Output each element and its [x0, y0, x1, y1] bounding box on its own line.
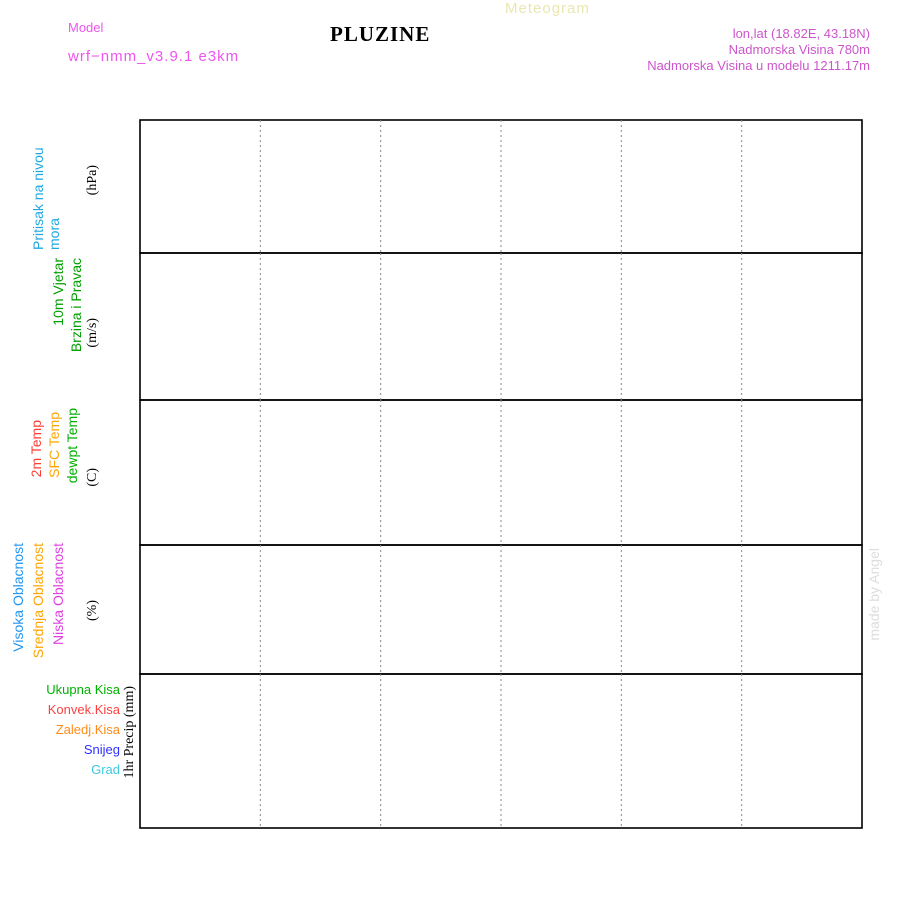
station-meta: [460, 26, 870, 74]
temp-label-2m: [28, 420, 44, 482]
wind-label-text-2: Brzina i Pravac: [68, 258, 84, 353]
precip-label-freez: Zaledj.Kisa: [55, 722, 120, 737]
wind-label-text-1: 10m Vjetar: [50, 258, 66, 326]
model-value: wrf−nmm_v3.9.1 e3km: [68, 48, 240, 65]
panel-frame-temperature: [140, 400, 862, 545]
model-label: Model: [68, 20, 104, 35]
temp-label-sfc-text: SFC Temp: [46, 412, 62, 478]
cloud-unit-label: [85, 600, 101, 626]
temp-unit-label: [85, 468, 101, 492]
cloud-label-mid-text: Srednja Oblacnost: [30, 543, 46, 659]
precip-legend: [0, 680, 120, 780]
panel-frame-wind: [140, 253, 862, 400]
cloud-label-mid: [30, 543, 46, 663]
panel-frame-pressure: [140, 120, 862, 253]
precip-label-hail: Grad: [91, 762, 120, 777]
precip-label-conv: Konvek.Kisa: [47, 702, 120, 717]
wind-axis-label-2: [68, 258, 84, 357]
cloud-label-high-text: Visoka Oblacnost: [10, 543, 26, 652]
pressure-unit-text: (hPa): [85, 165, 100, 196]
page-title: PLUZINE: [330, 22, 431, 46]
wind-unit-label: [85, 318, 101, 353]
temp-label-dewpt-text: dewpt Temp: [64, 408, 80, 484]
meteogram-label: Meteogram: [505, 0, 590, 17]
wind-axis-label-1: [50, 258, 66, 331]
cloud-label-high: [10, 543, 26, 657]
pressure-label-text: Pritisak na nivou mora: [30, 147, 62, 250]
cloud-unit-text: (%): [85, 600, 100, 621]
pressure-axis-label: [30, 120, 62, 250]
model-elevation: Nadmorska Visina u modelu 1211.17m: [647, 58, 870, 73]
precip-unit-label: [122, 686, 138, 784]
wind-unit-text: (m/s): [85, 318, 100, 348]
precip-label-snow: Snijeg: [83, 742, 120, 757]
temp-label-sfc: [46, 412, 62, 483]
precip-label-total: Ukupna Kisa: [46, 682, 120, 697]
temp-label-2m-text: 2m Temp: [28, 420, 44, 478]
watermark: made by Angel: [866, 548, 882, 641]
temp-unit-text: (C): [85, 468, 100, 487]
panel-frame-precip: [140, 674, 862, 828]
pressure-unit-label: [85, 165, 101, 200]
cloud-label-low: [50, 543, 66, 650]
panel-frame-clouds: [140, 545, 862, 674]
station-elevation: Nadmorska Visina 780m: [728, 42, 870, 57]
cloud-label-low-text: Niska Oblacnost: [50, 543, 66, 645]
station-lonlat: lon,lat (18.82E, 43.18N): [732, 26, 870, 41]
precip-unit-text: 1hr Precip (mm): [122, 686, 137, 779]
temp-label-dewpt: [64, 408, 80, 488]
